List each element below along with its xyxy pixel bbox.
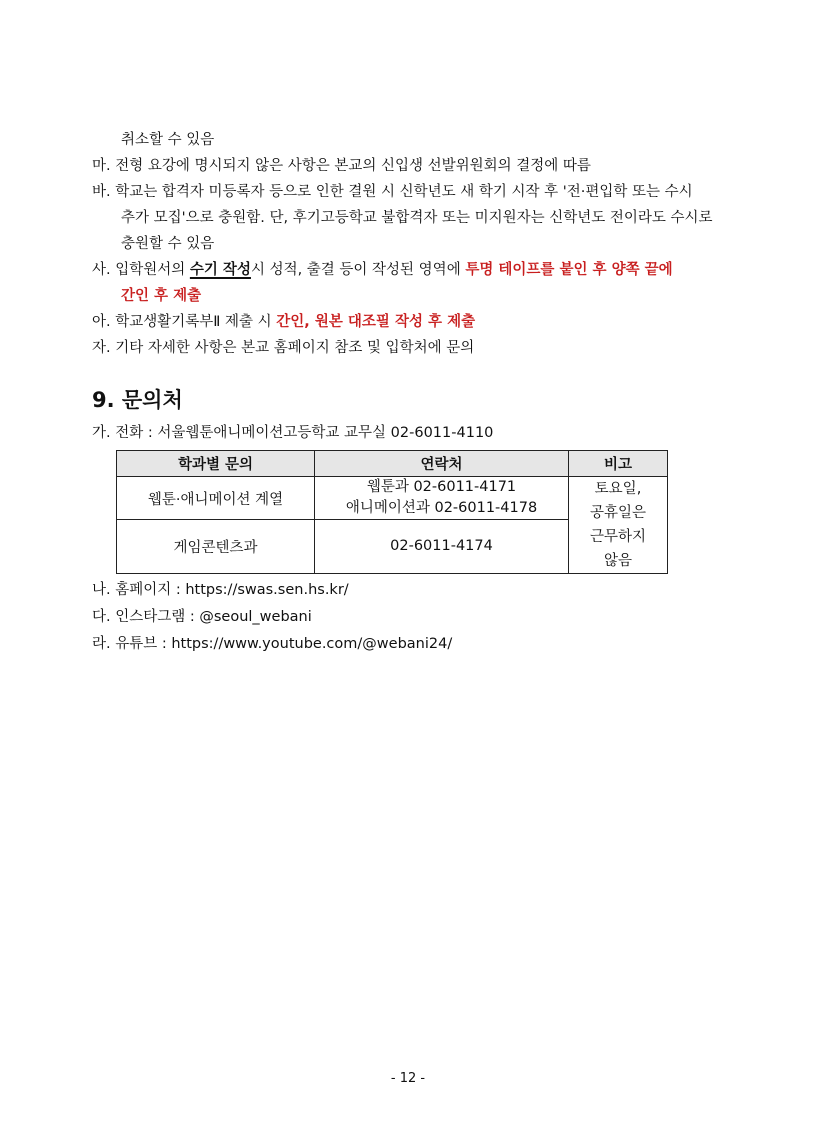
item-ma: 마. 전형 요강에 명시되지 않은 사항은 본교의 신입생 선발위원회의 결정에 따름	[92, 158, 591, 174]
note-line: 근무하지	[589, 529, 647, 545]
item-sa-line1	[92, 259, 673, 281]
table-row	[117, 477, 668, 520]
item-a-prefix: 아. 학교생활기록부Ⅱ 제출 시	[92, 314, 277, 330]
item-ba-line2: 추가 모집'으로 충원함. 단, 후기고등학교 불합격자 또는 미지원자는 신학년도 전이라도 수시로	[121, 210, 713, 226]
header-contact: 연락처	[315, 451, 569, 477]
contact-youtube: 라. 유튜브 : https://www.youtube.com/@webani24/	[92, 636, 453, 652]
dept-cell: 웹툰·애니메이션 계열	[117, 477, 315, 520]
header-dept: 학과별 문의	[117, 451, 315, 477]
contact-cell	[315, 520, 569, 574]
item-a	[92, 311, 475, 333]
note-line: 토요일,	[594, 481, 642, 497]
table-header-row	[117, 451, 668, 477]
contact-number: 웹툰과 02-6011-4171	[366, 479, 517, 496]
note-cell	[569, 477, 668, 574]
item-sa-red-text: 투명 테이프를 붙인 후 양쪽 끝에	[465, 262, 673, 278]
contact-number: 02-6011-4174	[390, 538, 493, 555]
item-ba-line1: 바. 학교는 합격자 미등록자 등으로 인한 결원 시 신학년도 새 학기 시작 후 '전·편입학 또는 수시	[92, 184, 693, 200]
contact-table	[116, 450, 668, 574]
item-continuation: 취소할 수 있음	[121, 132, 215, 148]
page-number: - 12 -	[390, 1071, 426, 1086]
item-sa-line2: 간인 후 제출	[121, 288, 202, 304]
item-sa-emphasis: 수기 작성	[189, 262, 251, 278]
item-sa-mid: 시 성적, 출결 등이 작성된 영역에	[250, 262, 466, 278]
contact-number: 애니메이션과 02-6011-4178	[345, 500, 538, 517]
item-sa-prefix: 사. 입학원서의	[92, 262, 190, 278]
contact-instagram: 다. 인스타그램 : @seoul_webani	[92, 609, 312, 625]
item-a-red-text: 간인, 원본 대조필 작성 후 제출	[276, 314, 476, 330]
contact-cell	[315, 477, 569, 520]
dept-cell: 게임콘텐츠과	[117, 520, 315, 574]
item-ja: 자. 기타 자세한 사항은 본교 홈페이지 참조 및 입학처에 문의	[92, 340, 475, 356]
section-heading: 9. 문의처	[92, 388, 183, 412]
contact-homepage: 나. 홈페이지 : https://swas.sen.hs.kr/	[92, 582, 349, 598]
contact-phone: 가. 전화 : 서울웹툰애니메이션고등학교 교무실 02-6011-4110	[92, 425, 494, 441]
note-line: 공휴일은	[589, 505, 647, 521]
item-ba-line3: 충원할 수 있음	[121, 236, 215, 252]
header-note: 비고	[569, 451, 668, 477]
note-line: 않음	[603, 553, 632, 569]
